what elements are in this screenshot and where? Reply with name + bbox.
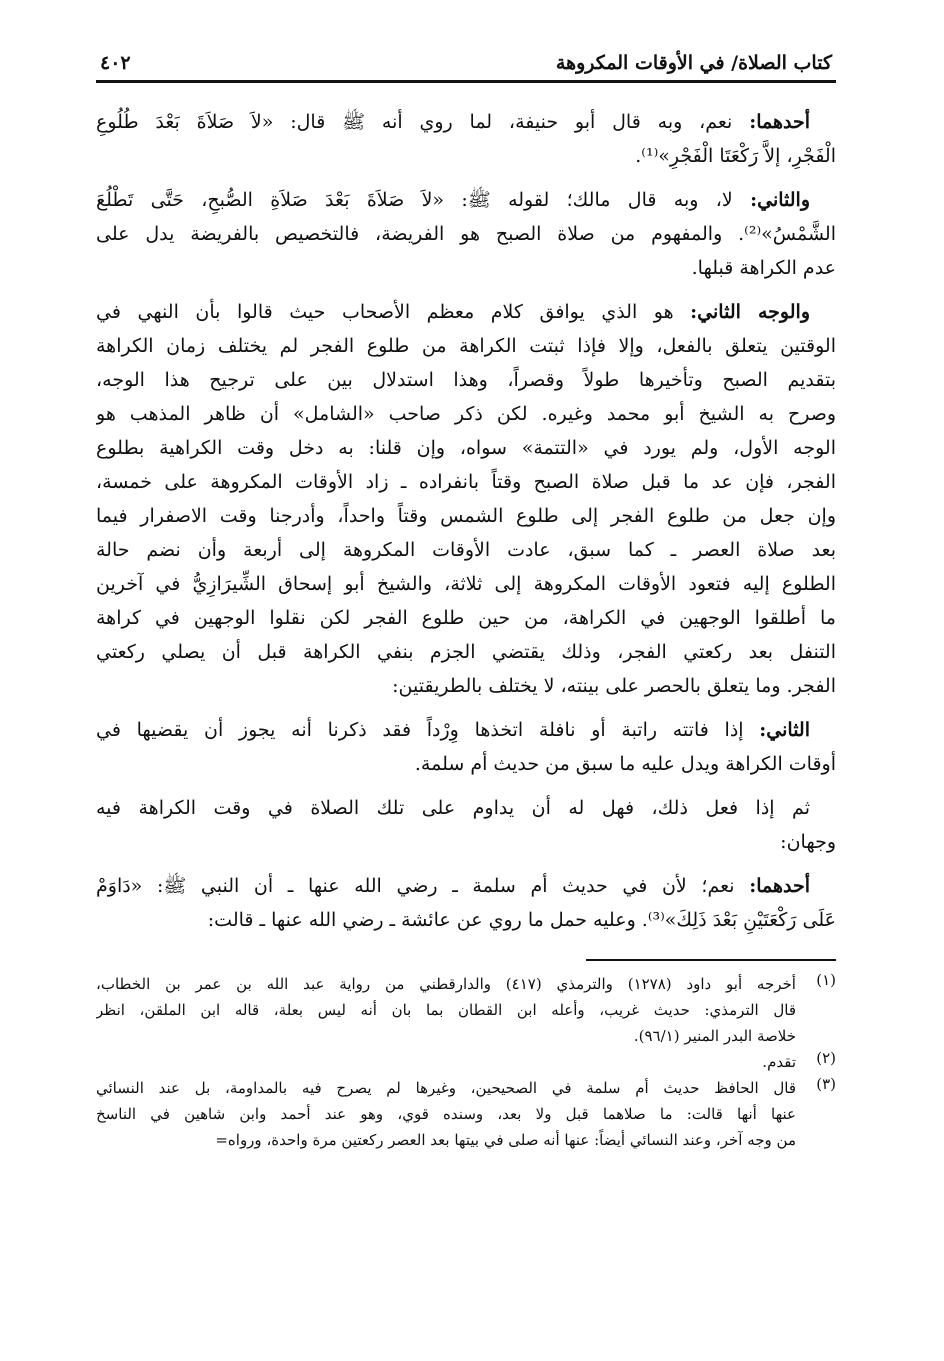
text-line bbox=[96, 397, 836, 431]
text-line bbox=[96, 825, 836, 859]
footnote-line: تقدم. bbox=[762, 1052, 796, 1071]
line-text: نعم؛ لأن في حديث أم سلمة ـ رضي الله عنها ـ أن النبي ﷺ: «دَاوَمْ bbox=[96, 875, 750, 897]
page-number: ٤٠٢ bbox=[100, 52, 131, 74]
line-text: بعد صلاة العصر ـ كما سبق، عادت الأوقات المكروهة إلى أربعة وأن نضم حالة bbox=[96, 539, 836, 561]
footnote-line: قال الترمذي: حديث غريب، وأعله ابن القطان بما بان أنه ليس بعلة، قاله ابن الملقن، انظر bbox=[96, 1000, 796, 1019]
footnote-line: عنها أنها قالت: ما صلاهما قبل ولا بعد، وسنده قوي، وهو عند أحمد وابن شاهين في الناسخ bbox=[96, 1104, 796, 1123]
footnote-number: (١) bbox=[816, 970, 836, 989]
text-line bbox=[96, 183, 836, 217]
lead-term: أحدهما: bbox=[749, 111, 810, 133]
text-line bbox=[96, 601, 836, 635]
text-line bbox=[96, 869, 836, 903]
text-line bbox=[96, 251, 836, 285]
text-line bbox=[96, 903, 836, 937]
text-line bbox=[96, 669, 836, 703]
line-text: الطلوع إليه فتعود الأوقات المكروهة إلى ثلاثة، والشيخ أبو إسحاق الشِّيرَازِيُّ في آخرين bbox=[96, 573, 836, 595]
line-text: وإن جعل من طلوع الفجر إلى طلوع الشمس وقتاً واحداً، وأدرجنا وقت الاصفرار فيما bbox=[96, 505, 836, 527]
line-text: بتقديم الصبح وتأخيرها طولاً وقصراً، وهذا استدلال بين على ترجيح هذا الوجه، bbox=[96, 369, 836, 391]
text-line bbox=[96, 363, 836, 397]
lead-term: الثاني: bbox=[759, 719, 810, 741]
line-text: ثم إذا فعل ذلك، فهل له أن يداوم على تلك الصلاة في وقت الكراهة فيه bbox=[96, 797, 810, 819]
line-text: نعم، وبه قال أبو حنيفة، لما روي أنه ﷺ قال: «لاَ صَلاَةَ بَعْدَ طُلُوعِ bbox=[96, 111, 750, 133]
footnote-line: قال الحافظ حديث أم سلمة في الصحيحين، وغيرها لم يصرح فيه بالمداومة، بل عند النسائي bbox=[96, 1078, 796, 1097]
footnote-line: من وجه آخر، وعند النسائي أيضاً: عنها أنه صلى في بيتها بعد العصر ركعتين مرة واحدة، ورواه= bbox=[215, 1130, 796, 1149]
line-text: عدم الكراهة قبلها. bbox=[691, 257, 836, 279]
footnote-number: (٢) bbox=[816, 1048, 836, 1067]
text-line bbox=[96, 567, 836, 601]
text-line bbox=[96, 139, 836, 173]
paragraph bbox=[96, 791, 836, 859]
line-text: الشَّمْسُ»⁽²⁾. والمفهوم من صلاة الصبح هو الفريضة، فالتخصيص بالفريضة يدل على bbox=[96, 223, 836, 245]
text-line bbox=[96, 465, 836, 499]
header-title: كتاب الصلاة/ في الأوقات المكروهة bbox=[555, 52, 832, 74]
line-text: أوقات الكراهة ويدل عليه ما سبق من حديث أم سلمة. bbox=[414, 753, 836, 775]
text-line bbox=[96, 533, 836, 567]
text-line bbox=[96, 635, 836, 669]
line-text: التنفل بعد ركعتي الفجر، وذلك يقتضي الجزم بنفي الكراهة قبل أن يصلي ركعتي bbox=[96, 641, 836, 663]
line-text: الوقتين يتعلق بالفعل، وإلا فإذا ثبتت الكراهة من طلوع الفجر لم يختلف زمان الكراهة bbox=[96, 335, 836, 357]
footnotes bbox=[96, 971, 836, 1153]
running-header bbox=[96, 40, 836, 74]
text-line bbox=[96, 499, 836, 533]
line-text: عَلَى رَكْعَتَيْنِ بَعْدَ ذَلِكَ»⁽³⁾. وعليه حمل ما روي عن عائشة ـ رضي الله عنها ـ قالت: bbox=[207, 909, 836, 931]
footnote-line: خلاصة البدر المنير (٩٦/١). bbox=[633, 1026, 796, 1045]
footnote-number: (٣) bbox=[816, 1074, 836, 1093]
line-text: الوجه الأول، ولم يورد في «التتمة» سواه، وإن قلنا: به دخل وقت الكراهية بطلوع bbox=[96, 437, 836, 459]
text-line bbox=[96, 295, 836, 329]
text-line bbox=[96, 791, 836, 825]
line-text: هو الذي يوافق كلام معظم الأصحاب حيث قالوا بأن النهي في bbox=[96, 301, 691, 323]
line-text: لا، وبه قال مالك؛ لقوله ﷺ: «لاَ صَلاَةَ بَعْدَ صَلاَةِ الصُّبحِ، حَتَّى تَطْلُعَ bbox=[96, 189, 751, 211]
text-line bbox=[96, 105, 836, 139]
header-rule bbox=[96, 80, 836, 83]
paragraph bbox=[96, 295, 836, 703]
line-text: الفجر. وما يتعلق بالحصر على بينته، لا يختلف بالطريقتين: bbox=[392, 675, 836, 697]
text-line bbox=[96, 713, 836, 747]
line-text: الْفَجْرِ، إلاَّ رَكْعَتَا الْفَجْرِ»⁽¹⁾. bbox=[635, 145, 836, 167]
line-text: الفجر، فإن عد ما قبل صلاة الصبح وقتاً بانفراده ـ زاد الأوقات المكروهة على خمسة، bbox=[96, 471, 836, 493]
footnote-separator bbox=[586, 959, 836, 961]
line-text: وجهان: bbox=[780, 831, 836, 853]
text-line bbox=[96, 329, 836, 363]
text-line bbox=[96, 217, 836, 251]
text-line bbox=[96, 747, 836, 781]
paragraph bbox=[96, 713, 836, 781]
lead-term: أحدهما: bbox=[749, 875, 810, 897]
footnote bbox=[96, 971, 836, 1049]
footnote-line: أخرجه أبو داود (١٢٧٨) والترمذي (٤١٧) والدارقطني من رواية عبد الله بن عمر بن الخطاب، bbox=[96, 974, 796, 993]
footnote bbox=[96, 1075, 836, 1153]
book-page bbox=[96, 40, 836, 1153]
paragraph bbox=[96, 869, 836, 937]
line-text: ما أطلقوا الوجهين في الكراهة، من حين طلوع الفجر لكن نقلوا الوجهين في كراهة bbox=[96, 607, 836, 629]
line-text: وصرح به الشيخ أبو محمد وغيره. لكن ذكر صاحب «الشامل» أن ظاهر المذهب هو bbox=[96, 403, 836, 425]
main-text bbox=[96, 105, 836, 937]
paragraph bbox=[96, 183, 836, 285]
footnote bbox=[96, 1049, 836, 1075]
text-line bbox=[96, 431, 836, 465]
lead-term: والوجه الثاني: bbox=[690, 301, 810, 323]
lead-term: والثاني: bbox=[750, 189, 810, 211]
line-text: إذا فاتته راتبة أو نافلة اتخذها وِرْداً فقد ذكرنا أنه يجوز أن يقضيها في bbox=[96, 719, 760, 741]
paragraph bbox=[96, 105, 836, 173]
